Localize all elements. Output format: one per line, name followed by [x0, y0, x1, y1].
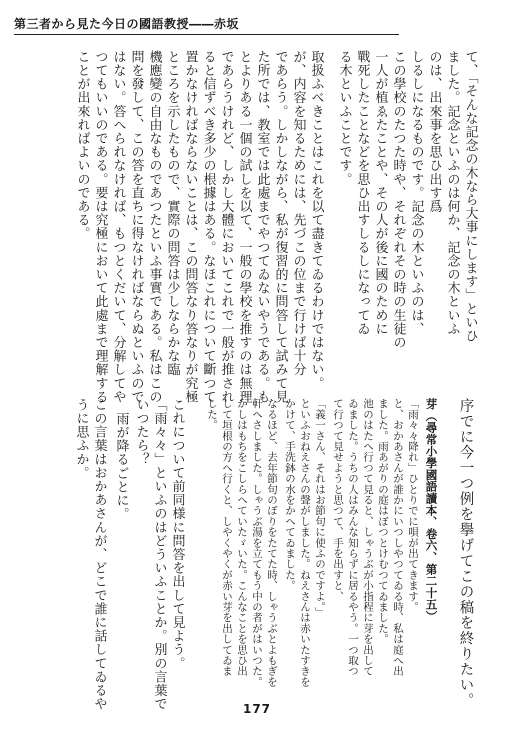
text-column: ると信ずべき多少の根據はある。なほこれについて斷つて — [200, 50, 216, 404]
example-line: て行つて見せようと思つて、手を出すと、 — [332, 398, 344, 602]
text-column: この言葉はおかあさんが、どこで誰に話してゐるや — [91, 398, 107, 711]
example-line: 軒へさしました。しゃうぶ湯を立てもう中の者がはいつた。 — [251, 398, 263, 687]
text-column: 一人が植ゑたことや、その人が後に國のために — [372, 50, 388, 336]
example-line: 「雨々々降れ」ひとりでに唄が出てきます。 — [407, 398, 419, 612]
example-line: といふおねえさんの聲がしました。ねえさんは赤いたすきを — [299, 398, 311, 687]
running-header: 第三者から見た今日の國語教授――赤坂 — [14, 16, 399, 35]
text-column: この學校のたつた時や、それぞれその時の生徒の — [390, 50, 406, 350]
text-column: であらう。しかしながら、私が復習的に問答して試みて見 — [272, 50, 288, 404]
example-line: ゐました。うちの人はみんな知らずに居るやう。一つ取つ — [347, 398, 359, 677]
example-line: なるほど、去年節句のぼりをたてた時、しゃうぶとよもぎを — [266, 398, 278, 687]
text-column: 序でに今一つ例を擧げてこの稿を終りたい。 — [457, 398, 474, 708]
example-line: と、おかあさんが誰かにいつしやつてゐる時、私は庭へ出 — [392, 398, 404, 677]
text-column: て、「そんな記念の木なら大事にします」といひ — [462, 50, 478, 343]
page-number: 177 — [242, 702, 272, 716]
text-column: のは、出來事を思ひ出す爲 — [426, 50, 442, 214]
example-line: 池のはたへ行つて見ると、しゃうぶが小指程に芽を出して — [362, 398, 374, 677]
text-column: 戰死したことなどを思ひ出すしるしになってゐ — [354, 50, 370, 336]
example-line: かしはもちをこしらへていたゞいた。こんなことを思ひ出 — [236, 398, 248, 677]
text-column: ました。記念といふのは何か、記念の木といふ — [444, 50, 460, 336]
example-line: かけて、手洗鉢の水をかへてゐました。 — [284, 398, 296, 591]
text-column: これについて前同様に問答を出して見よう。 — [169, 398, 185, 670]
text-column: 問を發して、この答を直ちに得なければならぬといふので — [128, 50, 144, 404]
example-title: 芽（尋常小學國語讀本、卷六、第二十五） — [424, 398, 439, 623]
text-column: た所では、教室では此處までやつてゐないやうである。も — [254, 50, 270, 404]
text-column: る木といふことです。 — [336, 50, 352, 186]
text-column: いつたら？ — [133, 398, 149, 466]
example-line: 「義一さん、それはお節句に使ふのですよ。」 — [314, 398, 326, 618]
text-column: とよりある一個の試しを以て、一般の學校を推すのは無理 — [236, 50, 252, 404]
text-column: 雨が降るごとに。 — [113, 412, 129, 521]
text-column: 「雨々々」といふのはどういふことか。別の言葉で — [151, 398, 167, 711]
example-line: ました。雨あがりの庭はぼつとけむつてゐました。 — [377, 398, 389, 645]
text-column: 置かなければならないことは、この問答なり答なりが究極 — [182, 50, 198, 404]
text-column: はない。答へられなければ、もつとくだいて、分解してや — [110, 50, 126, 404]
text-column: であらうけれど、しかし大體においてこれで一般が推され — [218, 50, 234, 404]
text-column: が、内容を知るためには、先づこの位まで行けば十分 — [290, 50, 306, 377]
text-column: ところを示したもので、實際の問答は少しならかな臨 — [164, 50, 180, 377]
text-column: 機應變の自由なものであつたといふ事實である。私はこの — [146, 50, 162, 404]
example-line: して垣根の方へ行くと、しやくやくが赤い芽を出してゐま — [221, 398, 233, 677]
text-column: つてもいいのである。要は究極において此處まで理解する — [92, 50, 108, 404]
text-column: ことが出來ればよいのである。 — [74, 50, 90, 241]
text-column: うに思ふか。 — [73, 398, 89, 480]
example-line: した。 — [206, 398, 218, 431]
text-column: しるしになるものです。記念の木といふのは、 — [408, 50, 424, 336]
text-column: 取扱ふべきことはこれを以て盡きてゐるわけではない。 — [308, 50, 324, 390]
